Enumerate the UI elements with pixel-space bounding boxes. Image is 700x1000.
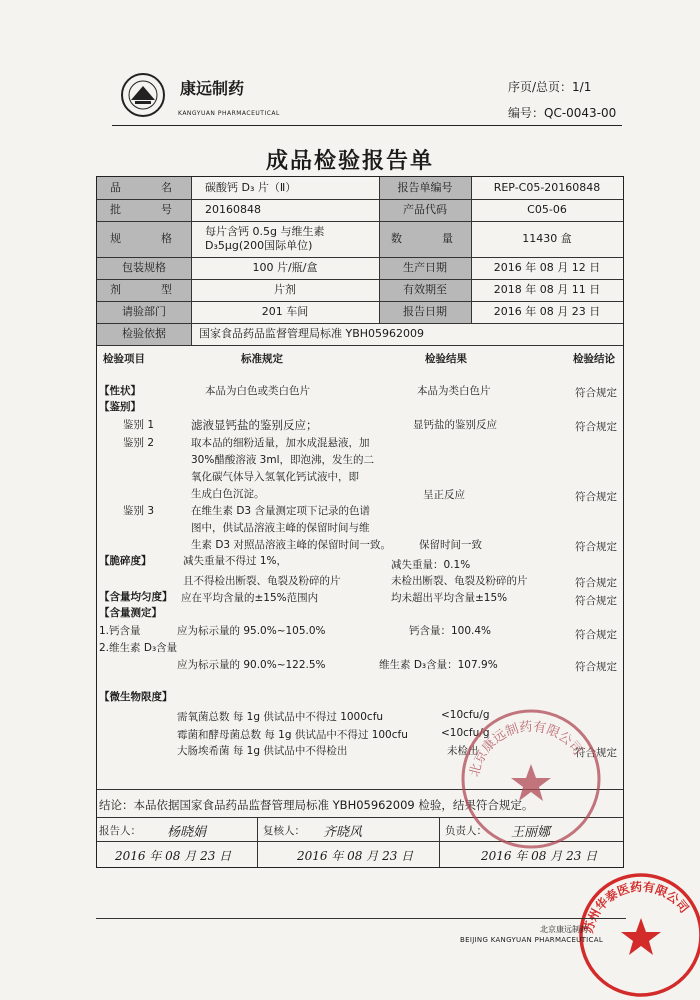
label-dept: 请验部门 bbox=[97, 301, 191, 323]
final-conclusion: 结论：本品依据国家食品药品监督管理局标准 YBH05962009 检验，结果符合规定。 bbox=[99, 798, 534, 812]
label-batch: 批 号 bbox=[97, 199, 191, 221]
test-id2: 鉴别 2 bbox=[123, 437, 155, 449]
reporter-date: 2016 年 08 月 23 日 bbox=[115, 849, 232, 863]
result-mold: <10cfu/g bbox=[441, 727, 490, 739]
leader-signature: 王丽娜 bbox=[511, 825, 551, 840]
std-ecoli: 大肠埃希菌 每 1g 供试品中不得检出 bbox=[177, 745, 348, 757]
value-report-date: 2016 年 08 月 23 日 bbox=[493, 304, 601, 318]
page-number: 序页/总页：1/1 bbox=[508, 80, 592, 94]
test-id3: 鉴别 3 bbox=[123, 505, 155, 517]
test-friability: 【脆碎度】 bbox=[99, 555, 152, 567]
leader-date: 2016 年 08 月 23 日 bbox=[481, 849, 598, 863]
label-quantity: 数 量 bbox=[379, 221, 471, 257]
result-id3: 保留时间一致 bbox=[419, 539, 482, 551]
col-item: 检验项目 bbox=[103, 353, 145, 365]
concl-id3: 符合规定 bbox=[575, 541, 617, 553]
reviewer-signature: 齐晓风 bbox=[323, 825, 363, 840]
company-name-en: KANGYUAN PHARMACEUTICAL bbox=[178, 110, 280, 117]
company-name: 康远制药 bbox=[180, 79, 245, 98]
value-product-code: C05-06 bbox=[527, 202, 567, 216]
result-appearance: 本品为类白色片 bbox=[417, 385, 491, 397]
std-mold: 霉菌和酵母菌总数 每 1g 供试品中不得过 100cfu bbox=[177, 729, 408, 741]
result-aerobic: <10cfu/g bbox=[441, 709, 490, 721]
test-assay: 【含量测定】 bbox=[99, 607, 162, 619]
footer-divider bbox=[96, 918, 626, 919]
concl-vitd3: 符合规定 bbox=[575, 661, 617, 673]
concl-friability: 符合规定 bbox=[575, 577, 617, 589]
value-expiry-date: 2018 年 08 月 11 日 bbox=[493, 282, 601, 296]
test-identification: 【鉴别】 bbox=[99, 401, 141, 413]
concl-uniformity: 符合规定 bbox=[575, 595, 617, 607]
result-id2: 呈正反应 bbox=[423, 489, 465, 501]
concl-microbial: 符合规定 bbox=[575, 747, 617, 759]
std-calcium: 应为标示量的 95.0%~105.0% bbox=[177, 625, 326, 637]
test-vitd3: 2.维生素 D₃含量 bbox=[99, 642, 178, 654]
std-id2-l1: 取本品的细粉适量，加水成混悬液，加 bbox=[191, 437, 370, 449]
result-friability-l1: 减失重量：0.1% bbox=[391, 559, 471, 571]
label-report-date: 报告日期 bbox=[379, 301, 471, 323]
svg-text:北京康远制药有限公司: 北京康远制药有限公司 bbox=[467, 719, 585, 779]
result-uniformity: 均未超出平均含量±15% bbox=[391, 592, 508, 604]
reporter-label: 报告人： bbox=[99, 825, 141, 837]
result-vitd3: 维生素 D₃含量：107.9% bbox=[379, 659, 498, 671]
label-dosage-form: 剂 型 bbox=[97, 279, 191, 301]
footer-company-en: BEIJING KANGYUAN PHARMACEUTICAL bbox=[460, 936, 604, 944]
col-standard: 标准规定 bbox=[241, 353, 283, 365]
test-appearance: 【性状】 bbox=[99, 385, 141, 397]
result-ecoli: 未检出 bbox=[447, 745, 479, 757]
test-microbial: 【微生物限度】 bbox=[99, 691, 173, 703]
std-id3-l1: 在维生素 D3 含量测定项下记录的色谱 bbox=[191, 505, 370, 517]
std-friability-l2: 且不得检出断裂、龟裂及粉碎的片 bbox=[183, 575, 341, 587]
label-report-no: 报告单编号 bbox=[379, 177, 471, 199]
std-id2-l3: 氧化碳气体导入氢氧化钙试液中，即 bbox=[191, 471, 359, 483]
value-batch: 20160848 bbox=[205, 202, 261, 216]
test-calcium: 1.钙含量 bbox=[99, 625, 141, 637]
value-dosage-form: 片剂 bbox=[274, 282, 296, 296]
std-id3-l3: 生素 D3 对照品溶液主峰的保留时间一致。 bbox=[191, 539, 391, 551]
distributor-seal-stamp bbox=[576, 870, 700, 1000]
std-uniformity: 应在平均含量的±15%范围内 bbox=[181, 592, 319, 604]
std-id2-l4: 生成白色沉淀。 bbox=[191, 488, 265, 500]
value-dept: 201 车间 bbox=[261, 304, 309, 318]
label-product-code: 产品代码 bbox=[379, 199, 471, 221]
company-logo bbox=[120, 72, 166, 118]
concl-calcium: 符合规定 bbox=[575, 629, 617, 641]
col-result: 检验结果 bbox=[425, 353, 467, 365]
value-basis: 国家食品药品监督管理局标准 YBH05962009 bbox=[199, 326, 425, 340]
reporter-signature: 杨晓娟 bbox=[167, 825, 207, 840]
footer-company-cn: 北京康远制药 bbox=[540, 925, 588, 934]
label-product-name: 品 名 bbox=[97, 177, 191, 199]
test-id1: 鉴别 1 bbox=[123, 419, 155, 431]
label-spec: 规 格 bbox=[97, 221, 191, 257]
std-id1: 滤液显钙盐的鉴别反应； bbox=[191, 418, 318, 432]
value-production-date: 2016 年 08 月 12 日 bbox=[493, 260, 601, 274]
std-id2-l2: 30%醋酸溶液 3ml，即泡沸，发生的二 bbox=[191, 454, 375, 466]
header-divider bbox=[112, 125, 622, 126]
concl-id1: 符合规定 bbox=[575, 421, 617, 433]
document-number: 编号：QC-0043-00 bbox=[508, 106, 617, 120]
label-package: 包装规格 bbox=[97, 257, 191, 279]
std-vitd3: 应为标示量的 90.0%~122.5% bbox=[177, 659, 326, 671]
value-product-name: 碳酸钙 D₃ 片（Ⅱ） bbox=[205, 180, 297, 194]
std-aerobic: 需氧菌总数 每 1g 供试品中不得过 1000cfu bbox=[177, 711, 384, 723]
concl-id2: 符合规定 bbox=[575, 491, 617, 503]
std-friability-l1: 减失重量不得过 1%， bbox=[183, 555, 287, 567]
result-friability-l2: 未检出断裂、龟裂及粉碎的片 bbox=[391, 575, 528, 587]
page-title: 成品检验报告单 bbox=[265, 149, 434, 174]
test-uniformity: 【含量均匀度】 bbox=[99, 591, 173, 603]
std-appearance: 本品为白色或类白色片 bbox=[205, 385, 310, 397]
label-basis: 检验依据 bbox=[97, 323, 191, 345]
std-id3-l2: 图中，供试品溶液主峰的保留时间与维 bbox=[191, 522, 370, 534]
col-conclusion: 检验结论 bbox=[573, 353, 615, 365]
concl-appearance: 符合规定 bbox=[575, 387, 617, 399]
reviewer-date: 2016 年 08 月 23 日 bbox=[297, 849, 414, 863]
result-calcium: 钙含量：100.4% bbox=[409, 625, 492, 637]
leader-label: 负责人： bbox=[445, 825, 487, 837]
label-production-date: 生产日期 bbox=[379, 257, 471, 279]
value-spec: 每片含钙 0.5g 与维生素 D₃5μg(200国际单位) bbox=[205, 224, 325, 252]
label-expiry-date: 有效期至 bbox=[379, 279, 471, 301]
company-seal-stamp bbox=[458, 706, 604, 852]
reviewer-label: 复核人： bbox=[263, 825, 305, 837]
value-package: 100 片/瓶/盒 bbox=[252, 260, 318, 274]
svg-text:苏州华泰医药有限公司: 苏州华泰医药有限公司 bbox=[581, 879, 692, 935]
value-quantity: 11430 盒 bbox=[522, 231, 572, 245]
result-id1: 显钙盐的鉴别反应 bbox=[413, 419, 497, 431]
value-report-no: REP-C05-20160848 bbox=[493, 180, 601, 194]
